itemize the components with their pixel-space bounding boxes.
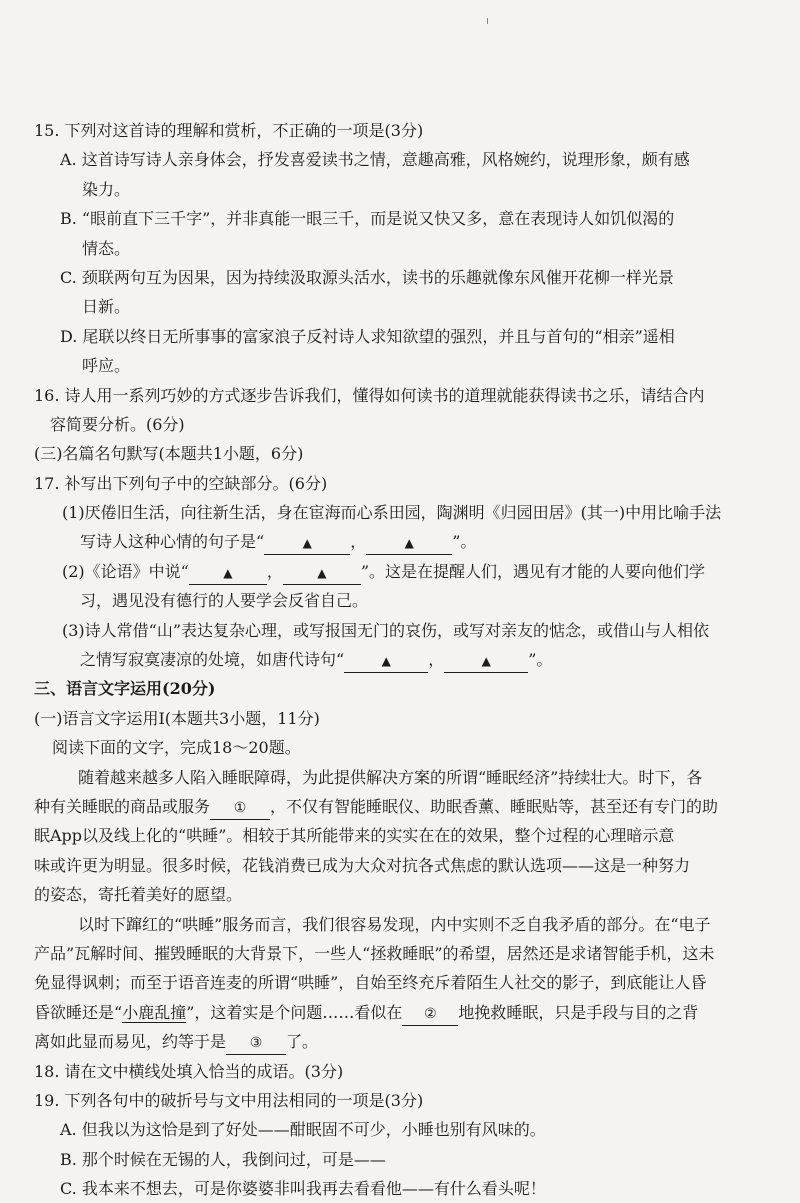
- q15-option-b-cont: 情态。: [82, 238, 131, 258]
- q17-sub1-end: ”。: [452, 532, 477, 552]
- q15-stem: 15. 下列对这首诗的理解和赏析，不正确的一项是(3分): [34, 121, 424, 140]
- passage-line: [0, 792, 800, 821]
- section-heading-dictation: (三)名篇名句默写(本题共1小题，6分): [34, 444, 304, 464]
- q17-sub1-text: 写诗人这种心情的句子是“: [80, 532, 265, 552]
- q15-option-a: A. 这首诗写诗人亲身体会，抒发喜爱读书之情，意趣高雅，风格婉约，说理形象，颇有感: [60, 150, 690, 170]
- underlined-phrase: 小鹿乱撞: [122, 1002, 187, 1022]
- q15-option-b: B. “眼前直下三千字”，并非真能一眼三千，而是说又快又多，意在表现诗人如饥似渴的: [60, 209, 675, 229]
- answer-blank[interactable]: [189, 561, 267, 585]
- q17-sub1: (1)厌倦旧生活，向往新生活，身在宦海而心系田园，陶渊明《归园田居》(其一)中用比喻手法: [62, 503, 722, 523]
- q17-sub3-end: ”。: [528, 650, 553, 670]
- q19-stem: 19. 下列各句中的破折号与文中用法相同的一项是(3分): [34, 1090, 424, 1110]
- triangle-icon: ▲: [317, 565, 327, 580]
- triangle-icon: ▲: [404, 536, 414, 551]
- q17-sub3: (3)诗人常借“山”表达复杂心理，或写报国无门的哀伤，或写对亲友的惦念，或借山与人相依: [62, 620, 710, 640]
- answer-blank-2[interactable]: [402, 1002, 458, 1026]
- q16-stem: 16. 诗人用一系列巧妙的方式逐步告诉我们，懂得如何读书的道理就能获得读书之乐，请结合内: [34, 385, 705, 405]
- passage-line: 产品”瓦解时间、摧毁睡眠的大背景下，一些人“拯救睡眠”的希望，居然还是求诸智能手机，这未: [34, 943, 715, 963]
- passage-line: 的姿态，寄托着美好的愿望。: [34, 885, 243, 905]
- passage-line: [0, 1027, 800, 1056]
- scan-mark: [487, 18, 488, 24]
- comma: ，: [266, 561, 283, 581]
- triangle-icon: ▲: [481, 654, 491, 669]
- q17-sub2-text: (2)《论语》中说“: [62, 561, 189, 581]
- answer-blank[interactable]: [444, 649, 528, 673]
- q19-option-b: B. 那个时候在无锡的人，我倒问过，可是——: [60, 1149, 386, 1169]
- circled-number: ②: [424, 1005, 437, 1022]
- q15-option-d: D. 尾联以终日无所事事的富家浪子反衬诗人求知欲望的强烈，并且与首句的“相亲”遥相: [60, 326, 675, 346]
- q15-option-a-cont: 染力。: [82, 179, 131, 199]
- q17-sub2: [0, 557, 800, 586]
- passage-text: 地挽救睡眠，只是手段与目的之背: [458, 1002, 699, 1022]
- passage-line: 免显得讽刺；而至于语音连麦的所谓“哄睡”，自始至终充斥着陌生人社交的影子，到底能让人昏: [34, 973, 707, 993]
- passage-text: 昏欲睡还是“: [34, 1002, 123, 1022]
- passage-text: 离如此显而易见，约等于是: [34, 1032, 227, 1052]
- circled-number: ③: [249, 1035, 263, 1052]
- q17-sub2-rest: ”。这是在提醒人们，遇见有才能的人要向他们学: [360, 561, 706, 581]
- q16-stem-cont: 容简要分析。(6分): [50, 414, 185, 434]
- answer-blank[interactable]: [366, 531, 452, 555]
- q15-option-c: C. 颈联两句互为因果，因为持续汲取源头活水，读书的乐趣就像东风催开花柳一样光景: [60, 267, 674, 287]
- triangle-icon: ▲: [223, 565, 233, 580]
- section-heading-language-use-1: (一)语言文字运用Ⅰ(本题共3小题，11分): [34, 708, 320, 728]
- answer-blank[interactable]: [264, 531, 350, 555]
- q15-option-d-cont: 呼应。: [82, 356, 131, 376]
- passage-line: [0, 998, 800, 1027]
- q17-sub1-cont: [0, 527, 800, 556]
- answer-blank-1[interactable]: [210, 796, 270, 820]
- comma: ，: [428, 650, 445, 670]
- q15-option-c-cont: 日新。: [82, 297, 131, 317]
- part-heading-language-use: 三、语言文字运用(20分): [34, 679, 216, 699]
- comma: ，: [350, 532, 367, 552]
- passage-text: ，不仅有智能睡眠仪、助眠香薰、睡眠贴等，甚至还有专门的助: [270, 796, 719, 816]
- passage-text: 了。: [286, 1032, 319, 1052]
- q19-option-c: C. 我本来不想去，可是你婆婆非叫我再去看看他——有什么看头呢！: [60, 1179, 546, 1199]
- answer-blank[interactable]: [344, 649, 428, 673]
- triangle-icon: ▲: [381, 654, 391, 669]
- reading-instruction: 阅读下面的文字，完成18～20题。: [52, 738, 301, 758]
- q19-option-a: A. 但我以为这恰是到了好处——酣眠固不可少，小睡也别有风味的。: [60, 1120, 546, 1140]
- q17-sub3-cont: [0, 645, 800, 674]
- passage-line: 眠App以及线上化的“哄睡”。相较于其所能带来的实实在在的效果，整个过程的心理暗示意: [34, 826, 675, 846]
- passage-line: 味或许更为明显。很多时候，花钱消费已成为大众对抗各式焦虑的默认选项——这是一种努力: [34, 855, 691, 875]
- passage-text: ”，这着实是个问题……看似在: [186, 1002, 403, 1022]
- q18-stem: 18. 请在文中横线处填入恰当的成语。(3分): [34, 1061, 344, 1081]
- triangle-icon: ▲: [302, 536, 312, 551]
- passage-line: 以时下蹿红的“哄睡”服务而言，我们很容易发现，内中实则不乏自我矛盾的部分。在“电子: [78, 914, 711, 934]
- answer-blank-3[interactable]: [226, 1031, 286, 1055]
- answer-blank[interactable]: [283, 561, 361, 585]
- q17-stem: 17. 补写出下列句子中的空缺部分。(6分): [34, 473, 328, 493]
- circled-number: ①: [233, 799, 247, 816]
- q17-sub2-cont: 习，遇见没有德行的人要学会反省自己。: [80, 591, 369, 611]
- passage-line: 随着越来越多人陷入睡眠障碍，为此提供解决方案的所谓“睡眠经济”持续壮大。时下，各: [78, 767, 703, 787]
- passage-text: 种有关睡眠的商品或服务: [34, 796, 211, 816]
- q17-sub3-text: 之情写寂寞凄凉的处境，如唐代诗句“: [80, 650, 345, 670]
